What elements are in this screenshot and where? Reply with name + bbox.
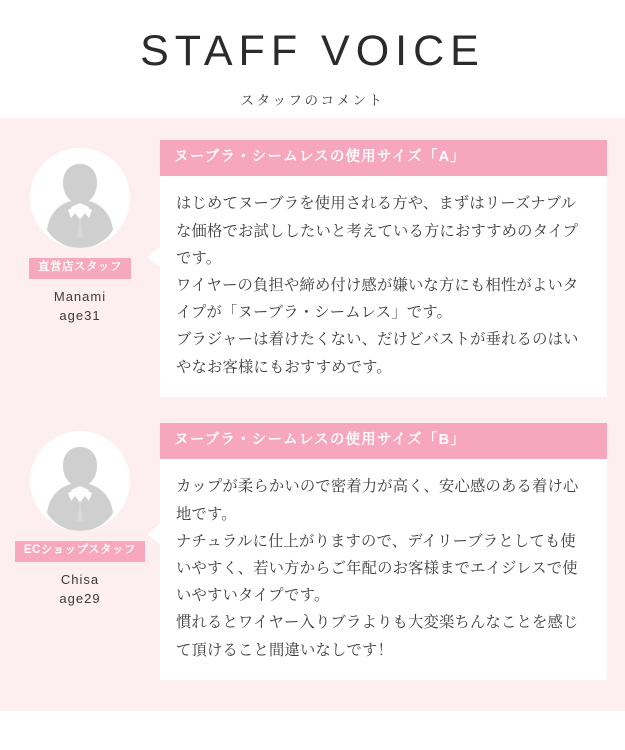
person-silhouette-icon [30,148,130,248]
person-silhouette-icon [30,431,130,531]
comment-heading: ヌーブラ・シームレスの使用サイズ「B」 [160,423,607,459]
page-header [0,0,625,109]
comment-paragraph: ワイヤーの負担や締め付け感が嫌いな方にも相性がよいタイプが「ヌーブラ・シームレス」です。 [176,277,579,322]
comment-body [160,176,607,397]
staff-name: Manami [53,288,107,304]
staff-profile [0,140,160,326]
comment-bubble [160,140,607,397]
staff-profile [0,423,160,609]
status-badge: ECショップスタッフ [15,541,145,562]
pink-band [0,118,625,711]
bubble-tail-icon [147,523,161,545]
status-badge: 直営店スタッフ [29,258,131,279]
staff-age: age29 [59,591,101,607]
comment-body [160,459,607,680]
bubble-tail-icon [147,246,161,268]
staff-voice-block [0,423,625,680]
staff-age: age31 [59,308,101,324]
page-title: STAFF VOICE [140,27,485,75]
avatar [30,431,130,531]
avatar [30,148,130,248]
page-subtitle: スタッフのコメント [240,93,385,109]
comment-paragraph: カップが柔らかいので密着力が高く、安心感のある着け心地です。 [176,478,579,523]
comment-heading: ヌーブラ・シームレスの使用サイズ「A」 [160,140,607,176]
staff-name: Chisa [60,571,100,587]
comment-paragraph: ナチュラルに仕上がりますので、デイリーブラとしても使いやすく、若い方からご年配のお客様までエイジレスで使いやすいタイプです。 [176,532,578,605]
comment-bubble [160,423,607,680]
staff-voice-block [0,140,625,397]
comment-paragraph: はじめてヌーブラを使用される方や、まずはリーズナブルな価格でお試ししたいと考えている方におすすめのタイプです。 [176,195,579,267]
comment-paragraph: 慣れるとワイヤー入りブラよりも大変楽ちんなことを感じて頂けること間違いなしです！ [176,614,579,659]
comment-paragraph: ブラジャーは着けたくない、だけどバストが垂れるのはいやなお客様にもおすすめです。 [176,331,579,376]
